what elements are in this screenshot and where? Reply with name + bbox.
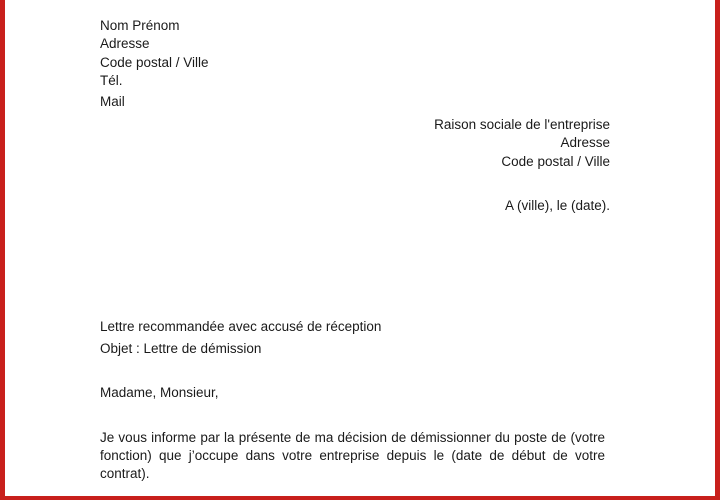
sender-phone: Tél. <box>100 73 123 88</box>
body-paragraph: Je vous informe par la présente de ma décision de démissionner du poste de (votre fonction) que j’occupe dans votre entreprise depuis le (date de début de votre contrat). <box>100 430 605 481</box>
salutation: Madame, Monsieur, <box>100 385 219 400</box>
sender-mail: Mail <box>100 94 125 109</box>
recipient-company: Raison sociale de l'entreprise <box>434 117 610 132</box>
delivery-mode: Lettre recommandée avec accusé de réception <box>100 319 382 334</box>
sender-postal-city: Code postal / Ville <box>100 55 209 70</box>
letter-page <box>5 0 715 496</box>
recipient-address: Adresse <box>560 135 610 150</box>
sender-address: Adresse <box>100 36 150 51</box>
subject-line: Objet : Lettre de démission <box>100 341 262 356</box>
recipient-postal-city: Code postal / Ville <box>501 154 610 169</box>
place-date: A (ville), le (date). <box>504 198 610 213</box>
sender-name: Nom Prénom <box>100 18 180 33</box>
